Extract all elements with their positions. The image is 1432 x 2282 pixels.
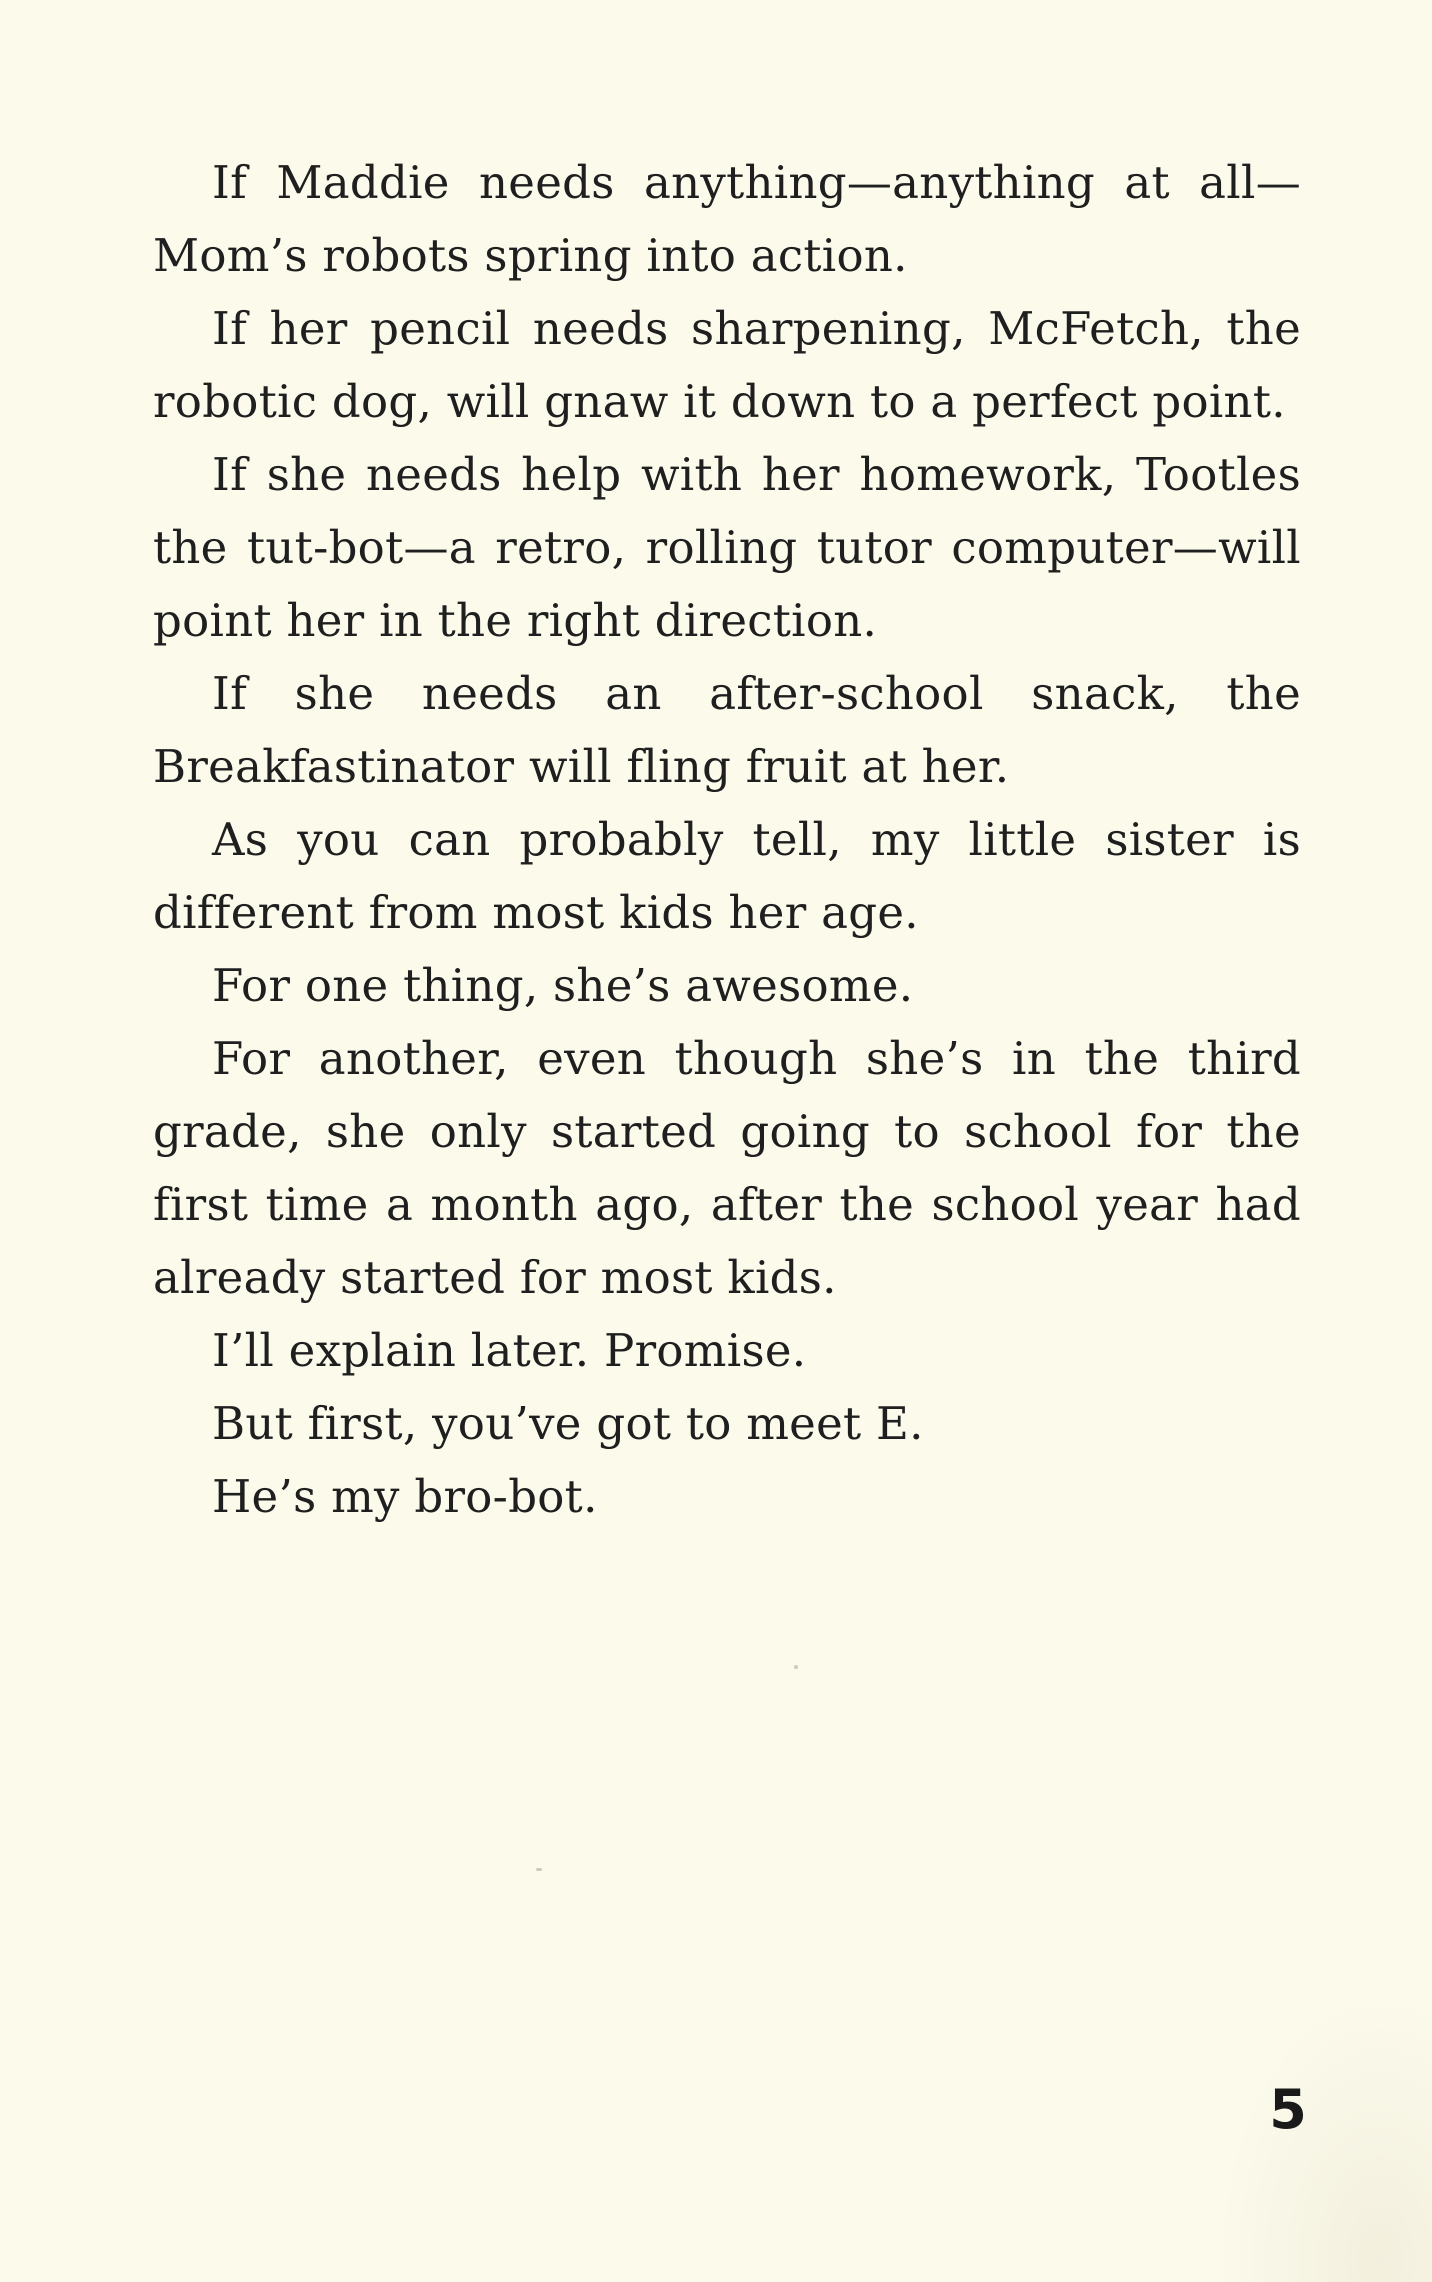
paragraph: If her pencil needs sharpening, McFetch, the robotic dog, will gnaw it down to a perfect point.	[153, 302, 1301, 428]
paragraph: If she needs an after-school snack, the Breakfastinator will fling fruit at her.	[153, 667, 1301, 793]
paper-speck	[536, 1868, 542, 1871]
paragraph: For another, even though she’s in the third grade, she only started going to school for the first time a month ago, after the school year had already started for most kids.	[153, 1032, 1301, 1304]
paragraph: If she needs help with her homework, Tootles the tut-bot—a retro, rolling tutor computer—will point her in the right direction.	[153, 448, 1301, 647]
paper-speck	[794, 1665, 798, 1669]
paragraph: For one thing, she’s awesome.	[212, 959, 914, 1012]
paragraph: He’s my bro-bot.	[212, 1470, 598, 1523]
body-text	[153, 146, 1301, 1533]
paragraph: As you can probably tell, my little sister is different from most kids her age.	[153, 813, 1301, 939]
paragraph: If Maddie needs anything—anything at all— Mom’s robots spring into action.	[153, 156, 1301, 282]
page-number: 5	[1269, 2078, 1307, 2141]
paragraph: I’ll explain later. Promise.	[212, 1324, 807, 1377]
paragraph: But first, you’ve got to meet E.	[212, 1397, 924, 1450]
